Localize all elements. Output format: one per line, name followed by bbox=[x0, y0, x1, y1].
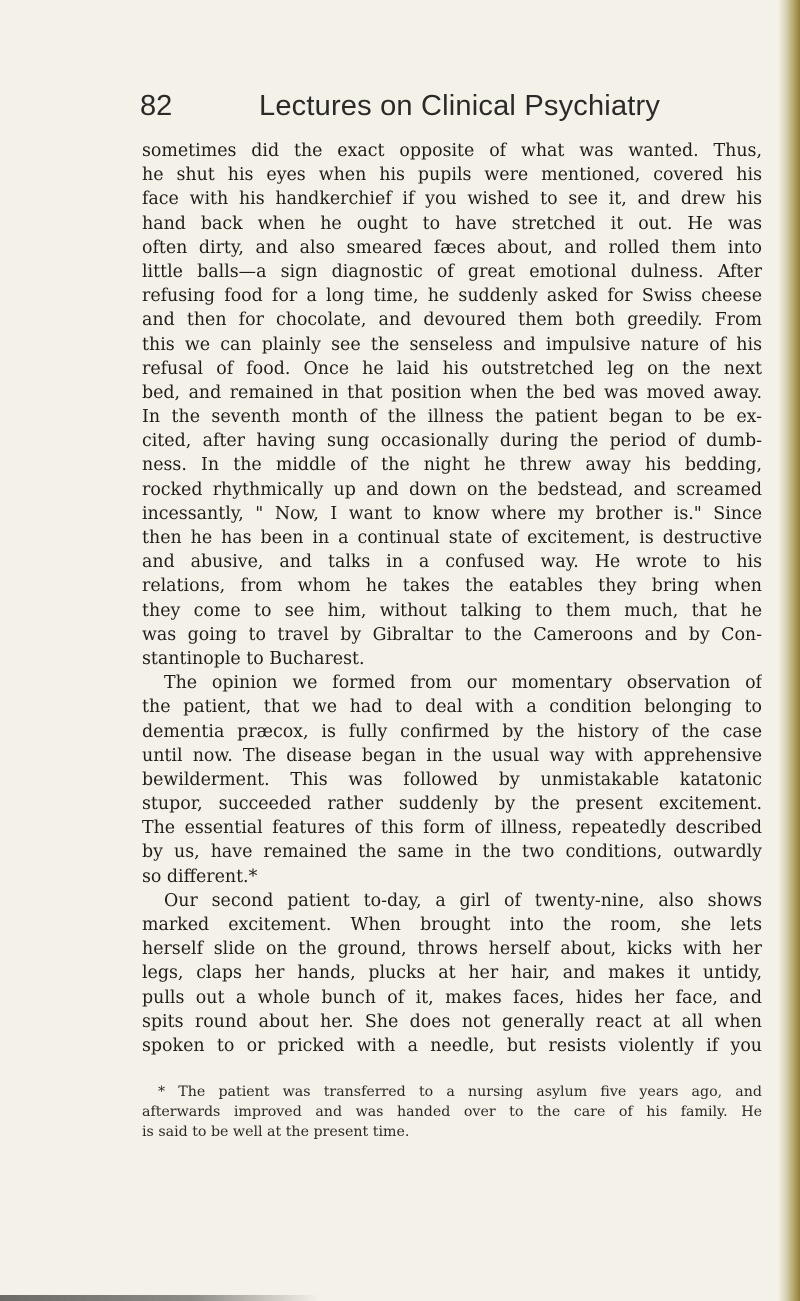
page-number: 82 bbox=[140, 90, 173, 122]
text-line: often dirty, and also smeared fæces about, and rolled them into bbox=[142, 237, 762, 258]
text-line: The essential features of this form of illness, repeatedly described bbox=[142, 818, 762, 839]
text-line: marked excitement. When brought into the room, she lets bbox=[142, 915, 762, 935]
text-line: sometimes did the exact opposite of what was wanted. Thus, bbox=[142, 141, 762, 161]
text-line: bewilderment. This was followed by unmistakable katatonic bbox=[142, 769, 762, 790]
text-line: spoken to or pricked with a needle, but resists violently if you bbox=[142, 1035, 762, 1056]
footnote-line: afterwards improved and was handed over to the care of his family. He bbox=[142, 1104, 762, 1120]
text-line: herself slide on the ground, throws herself about, kicks with her bbox=[142, 939, 762, 960]
paragraph-start-line: The opinion we formed from our momentary observation of bbox=[164, 673, 762, 694]
text-line: they come to see him, without talking to them much, that he bbox=[142, 600, 762, 621]
text-line: and abusive, and talks in a confused way. He wrote to his bbox=[142, 552, 762, 573]
text-line: rocked rhythmically up and down on the bedstead, and screamed bbox=[142, 479, 762, 500]
text-line: In the seventh month of the illness the patient began to be ex- bbox=[142, 407, 762, 428]
text-line: face with his handkerchief if you wished to see it, and drew his bbox=[142, 189, 762, 210]
text-line: refusal of food. Once he laid his outstretched leg on the next bbox=[142, 358, 762, 379]
text-line: cited, after having sung occasionally during the period of dumb- bbox=[142, 431, 762, 452]
footnote bbox=[142, 1082, 762, 1142]
running-title: Lectures on Clinical Psychiatry bbox=[259, 90, 661, 122]
text-line: ness. In the middle of the night he threw away his bedding, bbox=[142, 455, 762, 476]
text-line: incessantly, " Now, I want to know where my brother is." Since bbox=[142, 503, 762, 524]
body-text bbox=[142, 139, 762, 1058]
footnote-line: * The patient was transferred to a nursing asylum five years ago, and bbox=[158, 1084, 762, 1100]
text-line: spits round about her. She does not generally react at all when bbox=[142, 1011, 762, 1032]
running-header bbox=[140, 90, 760, 130]
text-line: legs, claps her hands, plucks at her hair, and makes it untidy, bbox=[142, 963, 762, 984]
text-line: pulls out a whole bunch of it, makes faces, hides her face, and bbox=[142, 987, 762, 1008]
paragraph-start-line: Our second patient to-day, a girl of twenty-nine, also shows bbox=[164, 890, 762, 911]
page-edge-shadow bbox=[778, 0, 800, 1301]
text-line: was going to travel by Gibraltar to the Cameroons and by Con- bbox=[142, 624, 762, 645]
bottom-edge-shadow bbox=[0, 1295, 320, 1301]
text-line: then he has been in a continual state of excitement, is destructive bbox=[142, 528, 762, 548]
text-line: hand back when he ought to have stretched it out. He was bbox=[142, 213, 762, 234]
text-line: this we can plainly see the senseless and impulsive nature of his bbox=[142, 334, 762, 355]
text-line: dementia præcox, is fully confirmed by the history of the case bbox=[142, 721, 762, 742]
text-line: stupor, succeeded rather suddenly by the present excitement. bbox=[142, 794, 762, 815]
footnote-line: is said to be well at the present time. bbox=[142, 1124, 410, 1140]
text-line: until now. The disease began in the usual way with apprehensive bbox=[142, 745, 762, 766]
text-line: relations, from whom he takes the eatables they bring when bbox=[142, 576, 762, 597]
text-line: refusing food for a long time, he suddenly asked for Swiss cheese bbox=[142, 286, 762, 307]
text-line: he shut his eyes when his pupils were mentioned, covered his bbox=[142, 165, 762, 186]
text-line: bed, and remained in that position when the bed was moved away. bbox=[142, 382, 762, 403]
text-line: the patient, that we had to deal with a condition belonging to bbox=[142, 697, 762, 718]
text-line: little balls—a sign diagnostic of great emotional dulness. After bbox=[142, 261, 762, 282]
text-line: stantinople to Bucharest. bbox=[142, 648, 365, 669]
text-line: so different.* bbox=[142, 866, 258, 887]
text-line: by us, have remained the same in the two conditions, outwardly bbox=[142, 842, 762, 863]
text-line: and then for chocolate, and devoured them both greedily. From bbox=[142, 310, 762, 331]
